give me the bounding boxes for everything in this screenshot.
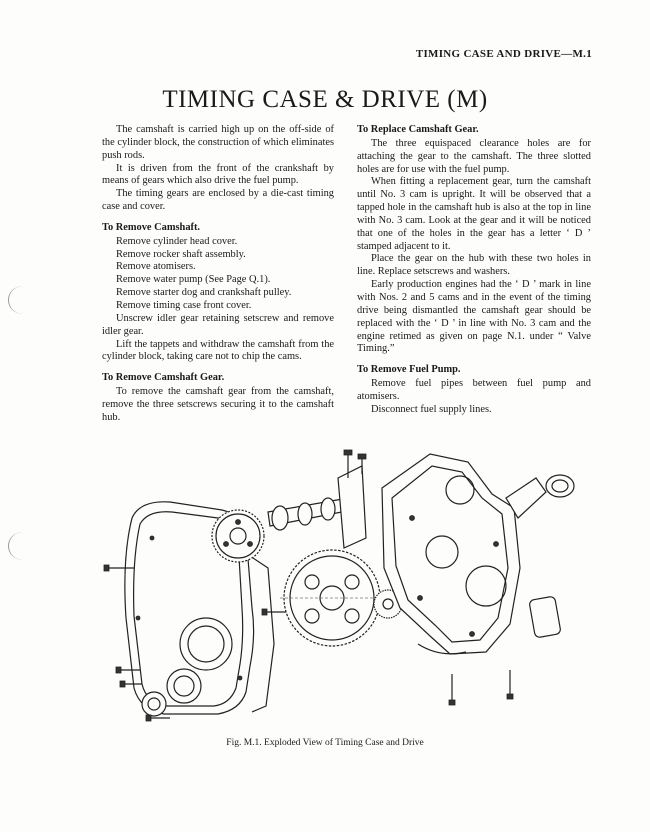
section-paragraph: The three equispaced clearance holes are for attaching the gear to the camshaft. The three slotted holes are for use with the fuel pump. — [357, 137, 591, 175]
procedure-step: Remove water pump (See Page Q.1). — [116, 274, 271, 286]
inspection-plate — [529, 596, 561, 638]
exploded-view-illustration — [100, 448, 600, 734]
section-heading-remove-fuel-pump: To Remove Fuel Pump. — [357, 364, 461, 376]
right-column — [357, 124, 591, 417]
section-heading-remove-camshaft-gear: To Remove Camshaft Gear. — [102, 372, 225, 384]
procedure-step: Lift the tappets and withdraw the camshaft from the cylinder block, taking care not to chip the cams. — [102, 338, 334, 363]
procedure-step: Remove atomisers. — [116, 261, 196, 273]
left-column — [102, 124, 334, 425]
fuel-pump-bracket — [338, 450, 366, 548]
section-paragraph: When fitting a replacement gear, turn the camshaft until No. 3 cam is upright. It will be observed that a tapped hole in the camshaft hub is also at the top in line with No. 3 cam. Look at the gear and it will be noticed that one of the holes in the gear has a letter ‘ D ’ stamped adjacent to it. — [357, 176, 591, 252]
section-heading-replace-camshaft-gear: To Replace Camshaft Gear. — [357, 124, 479, 135]
intro-paragraph: The camshaft is carried high up on the off-side of the cylinder block, the construction of which eliminates push rods. — [102, 124, 334, 161]
punch-hole-mark — [8, 286, 37, 314]
intro-paragraph: The timing gears are enclosed by a die-cast timing case and cover. — [102, 188, 334, 213]
camshaft-gear — [212, 510, 264, 562]
procedure-step: Remove timing case front cover. — [116, 299, 252, 311]
procedure-step: Remove rocker shaft assembly. — [116, 248, 246, 260]
procedure-step: Remove cylinder head cover. — [116, 235, 238, 247]
punch-hole-mark — [8, 532, 37, 560]
section-heading-remove-camshaft: To Remove Camshaft. — [102, 221, 201, 233]
procedure-step: Remove starter dog and crankshaft pulley. — [116, 287, 292, 299]
section-paragraph: Early production engines had the ‘ D ’ mark in line with Nos. 2 and 5 cams and in the event of the timing drive being dismantled the camshaft gear should be replaced with the ‘ D ’ in line with No. 3 cam and the engine retimed as given on page N.1. under “ Valve Timing.” — [357, 279, 591, 355]
section-paragraph: To remove the camshaft gear from the camshaft, remove the three setscrews securing it to the camshaft hub. — [102, 386, 334, 423]
procedure-step: Unscrew idler gear retaining setscrew and remove idler gear. — [102, 312, 334, 337]
section-paragraph: Remove fuel pipes between fuel pump and atomisers. — [357, 378, 591, 402]
running-head: TIMING CASE AND DRIVE—M.1 — [415, 48, 592, 60]
page-title: TIMING CASE & DRIVE (M) — [162, 86, 488, 113]
section-paragraph: Place the gear on the hub with these two holes in line. Replace setscrews and washers. — [357, 253, 591, 278]
intro-paragraph: It is driven from the front of the crankshaft by means of gears which also drive the fuel pump. — [102, 162, 334, 187]
section-paragraph: Disconnect fuel supply lines. — [371, 403, 492, 415]
oil-filler-cap — [506, 475, 574, 518]
figure-caption: Fig. M.1. Exploded View of Timing Case and Drive — [226, 738, 424, 748]
timing-case-housing — [382, 454, 520, 654]
